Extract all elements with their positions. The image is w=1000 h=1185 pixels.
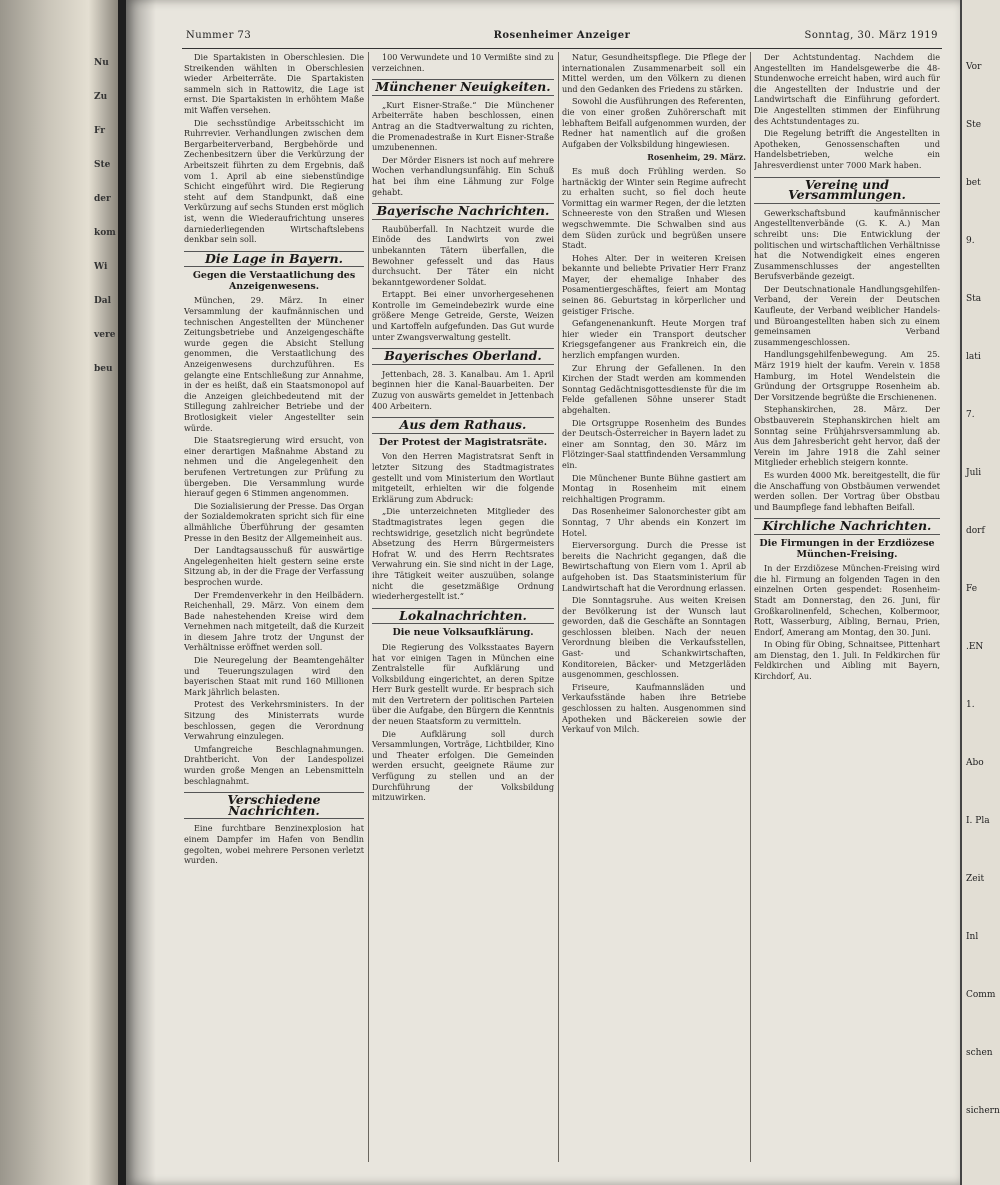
article-paragraph: Natur, Gesundheitspflege. Die Pflege der internationalen Zusammenarbeit soll ein Mittel werden, um den Völkern zu dienen und den Gedanken des Friedens zu stärken. xyxy=(562,52,746,94)
column-divider xyxy=(558,52,559,1162)
column-divider xyxy=(750,52,751,1162)
article-paragraph: Friseure, Kaufmannsläden und Verkaufsstände haben ihre Betriebe geschlossen zu halten. Ausgenommen sind Apotheken und Bäckereien sowie der Verkauf von Milch. xyxy=(562,681,746,735)
issue-number: Nummer 73 xyxy=(186,30,252,41)
article-paragraph: „Die unterzeichneten Mitglieder des Stadtmagistrates legen gegen die rechtswidrige, gesetzlich nicht begründete Absetzung des Herrn Bürgermeisters Hofrat W. und des Herrn Rechtsrates Verwahrung ein. Sie sind nicht in der Lage, ihre Tätigkeit weiter auszuüben, solange nicht die gesetzmäßige Ordnung wiederhergestellt ist.“ xyxy=(372,506,554,602)
article-paragraph: Die Staatsregierung wird ersucht, von einer derartigen Maßnahme Abstand zu nehmen und die Angelegenheit den berufenen Vertretungen zur Prüfung zu übergeben. Die Versammlung wurde hierauf gegen 6 Stimmen angenommen. xyxy=(184,435,364,499)
article-paragraph: Jettenbach, 28. 3. Kanalbau. Am 1. April beginnen hier die Kanal-Bauarbeiten. Der Zuzug von auswärts gemeldet in Jettenbach 400 Arbeitern. xyxy=(372,368,554,411)
left-page-fragment: Dal xyxy=(94,296,112,306)
right-page-fragment: I. Pla xyxy=(966,816,990,826)
left-page-fragment: Zu xyxy=(94,92,108,102)
right-page-fragment: Inl xyxy=(966,932,979,942)
section-heading: Verschiedene Nachrichten. xyxy=(184,792,364,819)
section-heading: Münchener Neuigkeiten. xyxy=(372,79,554,96)
right-page-fragment: schen xyxy=(966,1048,993,1058)
column-2 xyxy=(372,52,554,1162)
article-paragraph: Die Aufklärung soll durch Versammlungen, Vorträge, Lichtbilder, Kino und Theater erfolgen. Die Gemeinden werden ersucht, geeignete Räume zur Verfügung zu stellen und an der Durchführung der Volksbildung mitzuwirken. xyxy=(372,728,554,803)
column-1 xyxy=(184,52,364,1162)
right-page-fragment: bet xyxy=(966,178,981,188)
article-paragraph: Es muß doch Frühling werden. So hartnäckig der Winter sein Regime aufrecht zu erhalten sucht, so fiel doch heute Vormittag ein warmer Regen, der die letzten Schneereste von den Straßen und Wiesen wegschwemmte. Die Schwalben sind aus dem Süden zurück und begrüßen unsere Stadt. xyxy=(562,165,746,251)
article-paragraph: Die Regelung betrifft die Angestellten in Apotheken, Genossenschaften und Handelsbetrieben, welche ein Jahresverdienst unter 7000 Mark haben. xyxy=(754,128,940,170)
dateline: Rosenheim, 29. März. xyxy=(647,152,746,163)
article-paragraph: Eierversorgung. Durch die Presse ist bereits die Nachricht gegangen, daß die Bewirtschaftung von Eiern vom 1. April ab aufgehoben ist. Das Staatsministerium für Landwirtschaft hat die Verordnung erlassen. xyxy=(562,540,746,593)
article-paragraph: In Obing für Obing, Schnaitsee, Pittenhart am Dienstag, den 1. Juli. In Feldkirchen für Feldkirchen und Aibling mit Bayern, Kirchdorf, Au. xyxy=(754,639,940,682)
article-paragraph: Protest des Verkehrsministers. In der Sitzung des Ministerrats wurde beschlossen, gegen die Verordnung Verwahrung einzulegen. xyxy=(184,699,364,742)
article-paragraph: Der Deutschnationale Handlungsgehilfen-Verband, der Verein der Deutschen Kaufleute, der Verband weiblicher Handels- und Büroangestellten haben sich zu einem gemeinsamen Verband zusammengeschlossen. xyxy=(754,283,940,347)
right-page-fragment: Sta xyxy=(966,294,982,304)
article-paragraph: Der Fremdenverkehr in den Heilbädern. Reichenhall, 29. März. Von einem dem Bade nahestehenden Kreise wird dem Vernehmen nach mitgeteilt, daß die Kurzeit in diesem Jahre trotz der Ungunst der Verhältnisse eröffnet werden soll. xyxy=(184,589,364,653)
column-divider xyxy=(368,52,369,1162)
article-paragraph: Ertappt. Bei einer unvorhergesehenen Kontrolle im Gemeindebezirk wurde eine größere Menge Getreide, Gerste, Weizen und Kartoffeln aufgefunden. Das Gut wurde unter Zwangsverwaltung gestellt. xyxy=(372,289,554,342)
left-page-fragment: Fr xyxy=(94,126,105,136)
right-page-fragment: lati xyxy=(966,352,981,362)
newspaper-title: Rosenheimer Anzeiger xyxy=(493,30,631,41)
left-page-fragment: beu xyxy=(94,364,113,374)
right-page-fragment: Zeit xyxy=(966,874,985,884)
article-paragraph: Gefangenenankunft. Heute Morgen traf hier wieder ein Transport deutscher Kriegsgefangener aus Frankreich ein, die herzlich empfangen wurden. xyxy=(562,318,746,361)
column-3 xyxy=(562,52,746,1162)
left-page-fragment: kom xyxy=(94,228,116,238)
article-paragraph: Die Ortsgruppe Rosenheim des Bundes der Deutsch-Österreicher in Bayern ladet zu einer am Sonntag, den 30. März im Flötzinger-Saal stattfindenden Versammlung ein. xyxy=(562,417,746,470)
left-page-fragment: Nu xyxy=(94,58,109,68)
article-paragraph: Von den Herren Magistratsrat Senft in letzter Sitzung des Stadtmagistrates gestellt und vom Ministerium den Wortlaut mitgeteilt, erhielten wir die folgende Erklärung zum Abdruck: xyxy=(372,451,554,504)
article-paragraph: Es wurden 4000 Mk. bereitgestellt, die für die Anschaffung von Obstbäumen verwendet werden sollen. Der Vortrag über Obstbau und Baumpflege fand lebhaften Beifall. xyxy=(754,469,940,512)
article-paragraph: In der Erzdiözese München-Freising wird die hl. Firmung an folgenden Tagen in den einzelnen Orten gespendet: Rosenheim-Stadt am Donnerstag, den 26. Juni, für Großkarolinenfeld, Schechen, Kolbermoor, Rott, Wasserburg, Aibling, Bernau, Prien, Endorf, Amerang am Montag, den 30. Juni. xyxy=(754,563,940,637)
right-page-fragment: 1. xyxy=(966,700,975,710)
article-paragraph: Umfangreiche Beschlagnahmungen. Drahtbericht. Von der Landespolizei wurden große Mengen an Lebensmitteln beschlagnahmt. xyxy=(184,743,364,786)
newspaper-page xyxy=(126,0,960,1185)
section-heading: Aus dem Rathaus. xyxy=(372,417,554,434)
right-page-fragment: Abo xyxy=(966,758,984,768)
article-paragraph: Stephanskirchen, 28. März. Der Obstbauverein Stephanskirchen hielt am Sonntag seine Frühjahrsversammlung ab. Aus dem Jahresbericht geht hervor, daß der Verein im Jahre 1918 die Zahl seiner Mitglieder erheblich steigern konnte. xyxy=(754,404,940,468)
section-heading: Bayerisches Oberland. xyxy=(372,348,554,365)
article-paragraph: Die Sonntagsruhe. Aus weiten Kreisen der Bevölkerung ist der Wunsch laut geworden, daß die Geschäfte an Sonntagen geschlossen bleiben. Nach der neuen Verordnung bleiben die Verkaufsstellen, Gast- und Schankwirtschaften, Konditoreien, Bäcker- und Metzgerläden ausgenommen, geschlossen. xyxy=(562,595,746,680)
header-rule xyxy=(182,48,942,49)
issue-date: Sonntag, 30. März 1919 xyxy=(804,30,938,41)
binding-left-page xyxy=(0,0,118,1185)
right-page-fragment: Comm xyxy=(966,990,996,1000)
article-paragraph: Hohes Alter. Der in weiteren Kreisen bekannte und beliebte Privatier Herr Franz Mayer, der ehemalige Inhaber des Posamentiergeschäftes, feiert am Montag seinen 86. Geburtstag in körperlicher und geistiger Frische. xyxy=(562,252,746,316)
left-page-fragment: Ste xyxy=(94,160,111,170)
section-heading: Vereine und Versammlungen. xyxy=(754,177,940,204)
article-paragraph: München, 29. März. In einer Versammlung der kaufmännischen und technischen Angestellten der Münchener Zeitungsbetriebe und Anzeigengeschäfte wurde gegen die Absicht Stellung genommen, die Verstaatlichung des Anzeigenwesens durchzuführen. Es gelangte eine Entschließung zur Annahme, in der es heißt, daß ein Staatsmonopol auf die Anzeigen gleichbedeutend mit der Stillegung zahlreicher Betriebe und der Brotlosigkeit vieler Angestellter sein würde. xyxy=(184,295,364,433)
right-page-fragment: sichern xyxy=(966,1106,1000,1116)
page-header xyxy=(186,30,938,46)
article-paragraph: Die Neuregelung der Beamtengehälter und Teuerungszulagen wird den bayerischen Staat mit rund 160 Millionen Mark jährlich belasten. xyxy=(184,655,364,697)
binding-shadow xyxy=(126,0,156,1185)
article-subheading: Die Firmungen in der Erzdiözese München-Freising. xyxy=(759,537,935,560)
article-paragraph: Gewerkschaftsbund kaufmännischer Angestelltenverbände (G. K. A.) Man schreibt uns: Die Entwicklung der politischen und wirtschaftlichen Verhältnisse hat die Notwendigkeit eines engeren Zusammenschlusses der angestellten Berufsverbände gezeigt. xyxy=(754,207,940,282)
article-paragraph: Der Mörder Eisners ist noch auf mehrere Wochen verhandlungsunfähig. Ein Schuß hat bei ihm eine Lähmung zur Folge gehabt. xyxy=(372,154,554,197)
article-subheading: Gegen die Verstaatlichung des Anzeigenwesens. xyxy=(192,270,356,292)
article-paragraph: Zur Ehrung der Gefallenen. In den Kirchen der Stadt werden am kommenden Sonntag Gedächtnisgottesdienste für die im Felde gefallenen Söhne unserer Stadt abgehalten. xyxy=(562,362,746,415)
left-page-fragment: der xyxy=(94,194,111,204)
column-4 xyxy=(754,52,940,1162)
right-page-fragment: Vor xyxy=(966,62,982,72)
article-paragraph: Eine furchtbare Benzinexplosion hat einem Dampfer im Hafen von Bendlin gegolten, wobei mehrere Personen verletzt wurden. xyxy=(184,823,364,866)
left-page-fragment: vere xyxy=(94,330,116,340)
section-heading: Kirchliche Nachrichten. xyxy=(754,518,940,535)
section-heading: Bayerische Nachrichten. xyxy=(372,203,554,220)
article-paragraph: Die sechsstündige Arbeitsschicht im Ruhrrevier. Verhandlungen zwischen dem Bergarbeiterverband, Bergbehörde und Zechenbesitzern über die Verkürzung der Arbeitszeit führten zu dem Ergebnis, daß vom 1. April ab eine siebenstündige Schicht eingeführt wird. Die Regierung steht auf dem Standpunkt, daß eine Verkürzung auf sechs Stunden erst möglich ist, wenn die Wiederaufrichtung unseres darniederliegenden Wirtschaftslebens denkbar sein soll. xyxy=(184,117,364,245)
article-paragraph: Raubüberfall. In Nachtzeit wurde die Einöde des Landwirts von zwei unbekannten Tätern überfallen, die Bewohner gefesselt und das Haus durchsucht. Der Täter ein nicht bekanntgewordener Soldat. xyxy=(372,223,554,287)
article-paragraph: 100 Verwundete und 10 Vermißte sind zu verzeichnen. xyxy=(372,52,554,73)
article-subheading: Die neue Volksaufklärung. xyxy=(392,627,534,639)
article-paragraph: Der Achtstundentag. Nachdem die Angestellten im Handelsgewerbe die 48-Stundenwoche erreicht haben, wird auch für die Angestellten der Industrie und der Landwirtschaft die Einführung gefordert. Die Angestellten stimmen der Einführung des Achtstundentages zu. xyxy=(754,52,940,126)
article-subheading: Der Protest der Magistratsräte. xyxy=(378,436,547,448)
article-paragraph: Der Landtagsausschuß für auswärtige Angelegenheiten hielt gestern seine erste Sitzung ab, in der die Frage der Verfassung besprochen wurde. xyxy=(184,545,364,587)
section-heading: Die Lage in Bayern. xyxy=(184,251,364,268)
left-page-fragment: Wi xyxy=(94,262,108,272)
article-paragraph: Die Spartakisten in Oberschlesien. Die Streikenden wählten in Oberschlesien wieder Arbeiterräte. Die Spartakisten sammeln sich in Rattowitz, die Lage ist ernst. Die Spartakisten in erhöhtem Maße mit Waffen versehen. xyxy=(184,52,364,115)
right-page-fragment: Juli xyxy=(966,468,982,478)
right-page-fragment: Fe xyxy=(966,584,978,594)
right-page-fragment: .EN xyxy=(966,642,984,652)
article-paragraph: Sowohl die Ausführungen des Referenten, die von einer großen Zuhörerschaft mit lebhaftem Beifall aufgenommen wurden, der Redner hat namentlich auf die großen Aufgaben der Volksbildung hingewiesen. xyxy=(562,96,746,149)
right-page-fragment: 7. xyxy=(966,410,975,420)
article-paragraph: Die Regierung des Volksstaates Bayern hat vor einigen Tagen in München eine Zentralstelle für Aufklärung und Volksbildung eingerichtet, an deren Spitze Herr Burk gestellt wurde. Er besprach sich mit den Vertretern der politischen Parteien über die Aufgabe, den Bürgern die Kenntnis der neuen Staatsform zu vermitteln. xyxy=(372,641,554,727)
right-page-fragment: Ste xyxy=(966,120,982,130)
article-paragraph: Die Sozialisierung der Presse. Das Organ der Sozialdemokraten spricht sich für eine allmähliche Überführung der gesamten Presse in den Besitz der Allgemeinheit aus. xyxy=(184,500,364,543)
section-heading: Lokalnachrichten. xyxy=(372,608,554,625)
article-paragraph: „Kurt Eisner-Straße.“ Die Münchener Arbeiterräte haben beschlossen, einen Antrag an die Stadtverwaltung zu richten, die Promenadestraße in Kurt Eisner-Straße umzubenennen. xyxy=(372,99,554,153)
article-paragraph: Die Münchener Bunte Bühne gastiert am Montag in Rosenheim mit einem reichhaltigen Programm. xyxy=(562,472,746,504)
article-paragraph: Das Rosenheimer Salonorchester gibt am Sonntag, 7 Uhr abends ein Konzert im Hotel. xyxy=(562,506,746,538)
binding-right-page xyxy=(960,0,1000,1185)
right-page-fragment: dorf xyxy=(966,526,985,536)
article-paragraph: Handlungsgehilfenbewegung. Am 25. März 1919 hielt der kaufm. Verein v. 1858 Hamburg, im Hotel Wendelstein die Gründung der Ortsgruppe Rosenheim ab. Der Vorsitzende begrüßte die Erschienenen. xyxy=(754,349,940,402)
right-page-fragment: 9. xyxy=(966,236,975,246)
